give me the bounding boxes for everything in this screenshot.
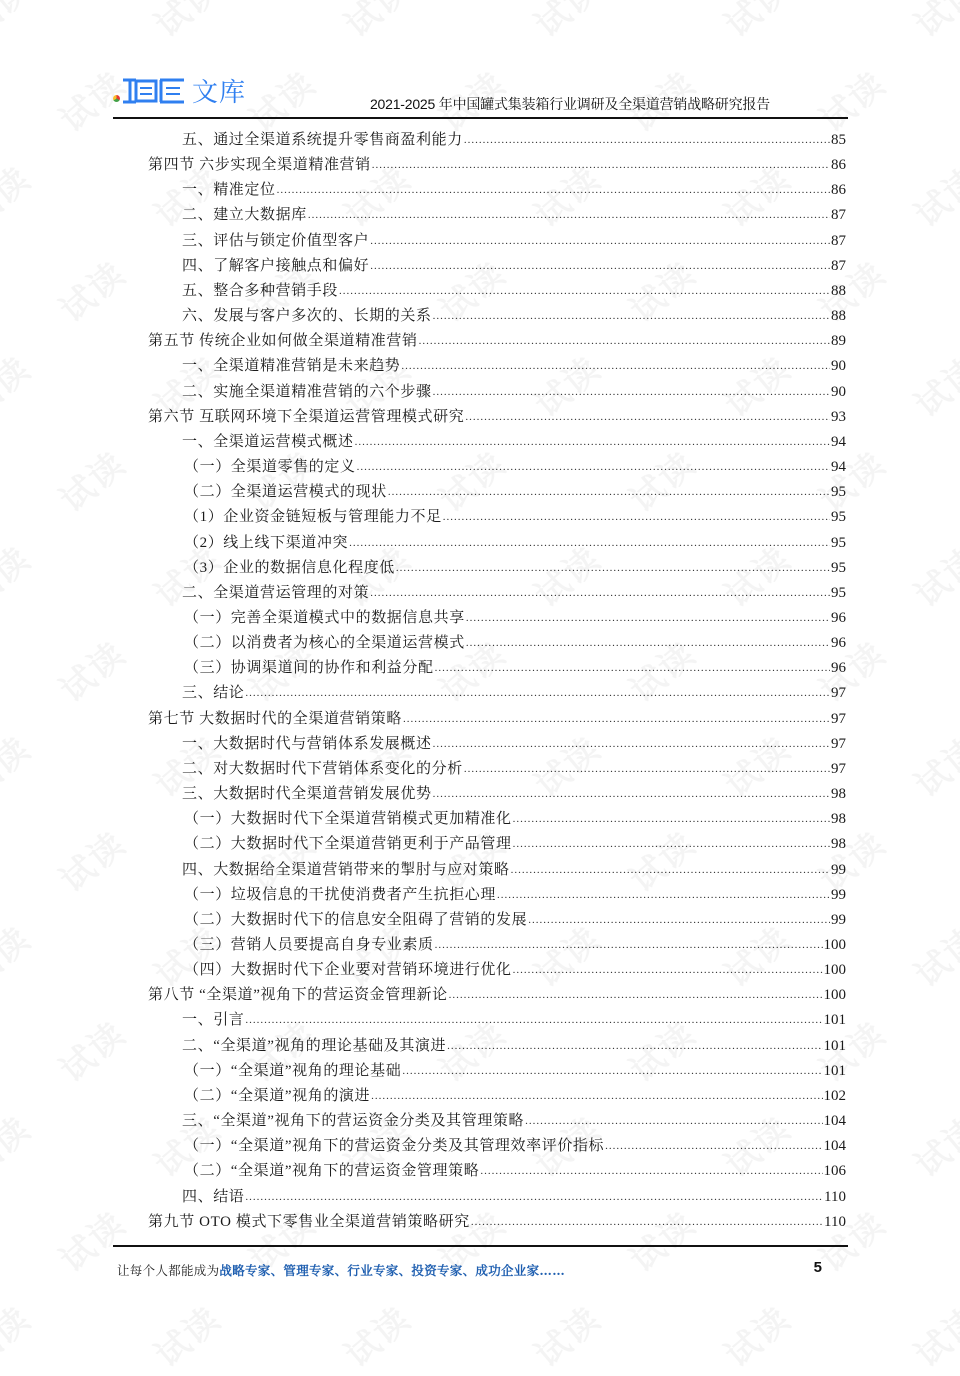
- toc-leader-dots: [471, 1210, 823, 1235]
- watermark-text: [48, 628, 135, 712]
- toc-entry[interactable]: [148, 908, 846, 933]
- toc-entry-page: 96: [831, 609, 846, 626]
- page-footer: [117, 1261, 822, 1281]
- watermark-text: [333, 1293, 420, 1376]
- toc-entry-page: 94: [831, 433, 846, 450]
- toc-entry-page: 95: [831, 509, 846, 526]
- toc-entry-page: 88: [831, 308, 846, 325]
- toc-leader-dots: [277, 178, 830, 203]
- watermark-text: [0, 913, 39, 997]
- toc-entry-title: （一）“全渠道”视角下的营运资金分类及其管理效率评价指标: [184, 1138, 605, 1155]
- footer-slogan-highlight: 战略专家、管理专家、行业专家、投资专家、成功企业家……: [219, 1263, 566, 1278]
- toc-entry[interactable]: [148, 1008, 846, 1033]
- toc-entry-title: （一）完善全渠道模式中的数据信息共享: [184, 609, 465, 626]
- toc-entry-page: 99: [831, 861, 846, 878]
- toc-entry[interactable]: [148, 581, 846, 606]
- toc-entry-page: 99: [831, 886, 846, 903]
- toc-entry-page: 98: [831, 811, 846, 828]
- watermark-text: [0, 1293, 39, 1376]
- toc-entry[interactable]: [148, 958, 846, 983]
- watermark-text: [48, 438, 135, 522]
- toc-leader-dots: [355, 430, 830, 455]
- toc-entry[interactable]: [148, 1210, 846, 1235]
- toc-leader-dots: [464, 128, 830, 153]
- toc-entry-page: 86: [831, 157, 846, 174]
- toc-entry[interactable]: [148, 707, 846, 732]
- toc-entry-title: 六、发展与客户多次的、长期的关系: [182, 308, 432, 325]
- toc-entry-title: 一、全渠道精准营销是未来趋势: [182, 358, 401, 375]
- toc-leader-dots: [372, 153, 830, 178]
- toc-leader-dots: [245, 1008, 822, 1033]
- toc-entry-title: 二、对大数据时代下营销体系变化的分析: [182, 760, 463, 777]
- toc-entry-page: 96: [831, 660, 846, 677]
- toc-entry-title: （二）大数据时代下的信息安全阻碍了营销的发展: [184, 911, 528, 928]
- toc-entry[interactable]: [148, 656, 846, 681]
- toc-entry-page: 102: [823, 1087, 846, 1104]
- toc-entry-page: 97: [831, 735, 846, 752]
- logo-text: 文库: [192, 78, 247, 108]
- toc-entry-page: 93: [831, 408, 846, 425]
- toc-entry-title: （二）以消费者为核心的全渠道运营模式: [184, 635, 465, 652]
- toc-leader-dots: [464, 757, 830, 782]
- toc-leader-dots: [370, 229, 830, 254]
- toc-leader-dots: [466, 631, 830, 656]
- toc-entry-title: （二）大数据时代下全渠道营销更利于产品管理: [184, 836, 512, 853]
- toc-entry[interactable]: [148, 153, 846, 178]
- toc-entry-page: 106: [823, 1163, 846, 1180]
- toc-entry[interactable]: [148, 531, 846, 556]
- toc-entry-page: 97: [831, 760, 846, 777]
- toc-leader-dots: [308, 203, 830, 228]
- toc-entry-title: 四、了解客户接触点和偏好: [182, 257, 370, 274]
- toc-leader-dots: [370, 581, 830, 606]
- watermark-text: [0, 343, 39, 427]
- toc-entry-page: 110: [824, 1188, 846, 1205]
- toc-entry-title: 四、结语: [182, 1188, 245, 1205]
- toc-entry-title: 三、评估与锁定价值型客户: [182, 232, 370, 249]
- toc-entry-title: 第四节 六步实现全渠道精准营销: [148, 157, 371, 174]
- toc-entry[interactable]: [148, 983, 846, 1008]
- toc-entry[interactable]: [148, 254, 846, 279]
- toc-entry-page: 104: [823, 1113, 846, 1130]
- toc-entry[interactable]: [148, 1059, 846, 1084]
- toc-entry-page: 87: [831, 207, 846, 224]
- toc-entry[interactable]: [148, 732, 846, 757]
- watermark-text: [143, 1293, 230, 1376]
- toc-entry[interactable]: [148, 858, 846, 883]
- toc-leader-dots: [419, 329, 830, 354]
- toc-leader-dots: [513, 807, 830, 832]
- toc-entry[interactable]: [148, 505, 846, 530]
- watermark-text: [48, 1008, 135, 1092]
- toc-leader-dots: [449, 983, 823, 1008]
- toc-entry[interactable]: [148, 279, 846, 304]
- footer-divider: [113, 1245, 848, 1247]
- toc-leader-dots: [480, 1159, 822, 1184]
- document-title: 2021-2025 年中国罐式集装箱行业调研及全渠道营销战略研究报告: [369, 96, 770, 112]
- toc-entry-page: 87: [831, 257, 846, 274]
- toc-entry-title: （三）营销人员要提高自身专业素质: [184, 937, 434, 953]
- page-header: [113, 68, 848, 118]
- toc-entry-title: （1）企业资金链短板与管理能力不足: [184, 509, 442, 526]
- toc-entry-page: 101: [823, 1037, 846, 1054]
- watermark-text: [333, 0, 420, 46]
- toc-entry-page: 95: [831, 559, 846, 576]
- toc-entry-title: （3）企业的数据信息化程度低: [184, 559, 395, 576]
- watermark-text: [48, 818, 135, 902]
- toc-entry-title: 第七节 大数据时代的全渠道营销策略: [148, 710, 402, 727]
- toc-entry-page: 90: [831, 383, 846, 400]
- toc-entry-page: 98: [831, 836, 846, 853]
- toc-entry[interactable]: [148, 380, 846, 405]
- toc-entry[interactable]: [148, 1185, 846, 1210]
- toc-leader-dots: [371, 1084, 822, 1109]
- toc-leader-dots: [511, 858, 830, 883]
- toc-entry-page: 86: [831, 182, 846, 199]
- toc-entry-title: 二、“全渠道”视角的理论基础及其演进: [182, 1037, 447, 1054]
- toc-leader-dots: [401, 354, 830, 379]
- toc-entry-page: 85: [831, 132, 846, 148]
- toc-entry-title: （2）线上线下渠道冲突: [184, 534, 349, 551]
- toc-entry-title: 五、通过全渠道系统提升零售商盈利能力: [182, 132, 463, 148]
- toc-leader-dots: [402, 1059, 822, 1084]
- logo-dot-icon: [113, 95, 120, 102]
- toc-leader-dots: [245, 681, 830, 706]
- watermark-text: [713, 0, 800, 46]
- toc-leader-dots: [433, 380, 830, 405]
- toc-entry[interactable]: [148, 430, 846, 455]
- toc-entry[interactable]: [148, 832, 846, 857]
- footer-slogan: [117, 1263, 565, 1278]
- toc-entry-title: 三、大数据时代全渠道营销发展优势: [182, 786, 432, 803]
- toc-leader-dots: [443, 505, 830, 530]
- toc-entry-title: 一、全渠道运营模式概述: [182, 433, 354, 450]
- watermark-text: [903, 343, 960, 427]
- toc-entry-page: 99: [831, 911, 846, 928]
- toc-entry[interactable]: [148, 1034, 846, 1059]
- toc-entry[interactable]: [148, 455, 846, 480]
- toc-entry-title: 一、精准定位: [182, 182, 276, 199]
- toc-entry-page: 101: [823, 1062, 846, 1079]
- toc-entry[interactable]: [148, 1084, 846, 1109]
- toc-entry-page: 104: [823, 1138, 846, 1155]
- toc-leader-dots: [513, 832, 830, 857]
- toc-entry-title: （二）“全渠道”视角下的营运资金管理策略: [184, 1163, 480, 1180]
- toc-entry[interactable]: [148, 203, 846, 228]
- toc-entry-page: 100: [823, 987, 846, 1004]
- toc-entry[interactable]: [148, 933, 846, 958]
- toc-entry[interactable]: [148, 681, 846, 706]
- toc-entry-page: 95: [831, 534, 846, 551]
- toc-entry-title: （一）“全渠道”视角的理论基础: [184, 1062, 402, 1079]
- toc-leader-dots: [465, 405, 830, 430]
- watermark-text: [143, 0, 230, 46]
- watermark-text: [523, 0, 610, 46]
- toc-entry-page: 100: [823, 962, 846, 979]
- toc-entry-title: 第八节 “全渠道”视角下的营运资金管理新论: [148, 987, 448, 1004]
- toc-entry[interactable]: [148, 128, 846, 153]
- toc-entry-title: 三、“全渠道”视角下的营运资金分类及其管理策略: [182, 1113, 525, 1130]
- toc-entry-title: 二、全渠道营运管理的对策: [182, 584, 370, 601]
- toc-entry-title: 二、建立大数据库: [182, 207, 307, 224]
- toc-leader-dots: [357, 455, 830, 480]
- toc-entry[interactable]: [148, 807, 846, 832]
- toc-entry-title: （三）协调渠道间的协作和利益分配: [184, 660, 434, 677]
- toc-entry-page: 110: [824, 1213, 846, 1230]
- watermark-text: [903, 1103, 960, 1187]
- toc-entry[interactable]: [148, 480, 846, 505]
- toc-leader-dots: [349, 531, 830, 556]
- toc-entry-title: 三、结论: [182, 685, 245, 702]
- toc-leader-dots: [447, 1034, 822, 1059]
- toc-entry-page: 88: [831, 282, 846, 299]
- watermark-text: [523, 1293, 610, 1376]
- toc-leader-dots: [388, 480, 830, 505]
- toc-entry-page: 87: [831, 232, 846, 249]
- toc-entry[interactable]: [148, 354, 846, 379]
- watermark-text: [0, 533, 39, 617]
- toc-leader-dots: [433, 304, 830, 329]
- toc-entry-title: （二）“全渠道”视角的演进: [184, 1087, 371, 1104]
- watermark-text: [903, 1293, 960, 1376]
- watermark-text: [0, 153, 39, 237]
- watermark-text: [903, 913, 960, 997]
- watermark-text: [903, 723, 960, 807]
- toc-leader-dots: [605, 1134, 822, 1159]
- toc-leader-dots: [513, 958, 823, 983]
- toc-entry-title: （一）垃圾信息的干扰使消费者产生抗拒心理: [184, 886, 497, 903]
- toc-entry-title: （二）全渠道运营模式的现状: [184, 484, 387, 501]
- toc-entry[interactable]: [148, 1159, 846, 1184]
- toc-entry[interactable]: [148, 757, 846, 782]
- toc-leader-dots: [497, 883, 830, 908]
- toc-entry-page: 97: [831, 685, 846, 702]
- toc-entry[interactable]: [148, 631, 846, 656]
- toc-entry-title: （四）大数据时代下企业要对营销环境进行优化: [184, 962, 512, 979]
- toc-entry[interactable]: [148, 178, 846, 203]
- watermark-text: [713, 1293, 800, 1376]
- toc-entry[interactable]: [148, 304, 846, 329]
- toc-entry-title: 第五节 传统企业如何做全渠道精准营销: [148, 333, 418, 350]
- toc-entry[interactable]: [148, 1109, 846, 1134]
- toc-leader-dots: [435, 656, 830, 681]
- brand-logo: [113, 72, 246, 109]
- toc-leader-dots: [396, 556, 830, 581]
- toc-leader-dots: [525, 1109, 822, 1134]
- toc-entry-page: 89: [831, 333, 846, 350]
- toc-entry-title: （一）全渠道零售的定义: [184, 459, 356, 476]
- footer-slogan-prefix: 让每个人都能成为: [117, 1263, 220, 1278]
- toc-entry-title: 一、引言: [182, 1012, 245, 1029]
- table-of-contents: [148, 128, 846, 1235]
- toc-leader-dots: [245, 1185, 823, 1210]
- toc-entry-title: 第六节 互联网环境下全渠道运营管理模式研究: [148, 408, 465, 425]
- header-divider: [113, 117, 848, 119]
- toc-entry-page: 96: [831, 635, 846, 652]
- toc-entry[interactable]: [148, 1134, 846, 1159]
- watermark-text: [0, 723, 39, 807]
- watermark-text: [0, 0, 39, 46]
- toc-leader-dots: [435, 933, 823, 958]
- toc-leader-dots: [370, 254, 830, 279]
- toc-entry-page: 101: [823, 1012, 846, 1029]
- toc-leader-dots: [339, 279, 830, 304]
- toc-entry[interactable]: [148, 229, 846, 254]
- toc-leader-dots: [466, 606, 830, 631]
- watermark-text: [903, 153, 960, 237]
- toc-entry-page: 100: [823, 937, 846, 953]
- toc-leader-dots: [528, 908, 830, 933]
- watermark-text: [903, 0, 960, 46]
- toc-entry-page: 94: [831, 459, 846, 476]
- toc-entry[interactable]: [148, 606, 846, 631]
- toc-entry-page: 98: [831, 786, 846, 803]
- toc-entry-title: 一、大数据时代与营销体系发展概述: [182, 735, 432, 752]
- watermark-text: [0, 1103, 39, 1187]
- toc-entry-title: 二、实施全渠道精准营销的六个步骤: [182, 383, 432, 400]
- toc-entry-title: 第九节 OTO 模式下零售业全渠道营销策略研究: [148, 1213, 470, 1230]
- toc-entry[interactable]: [148, 556, 846, 581]
- toc-leader-dots: [403, 707, 830, 732]
- toc-leader-dots: [433, 732, 830, 757]
- toc-entry-title: 五、整合多种营销手段: [182, 282, 339, 299]
- toc-entry-page: 95: [831, 584, 846, 601]
- toc-entry-title: 四、大数据给全渠道营销带来的掣肘与应对策略: [182, 861, 510, 878]
- watermark-text: [903, 533, 960, 617]
- toc-entry[interactable]: [148, 405, 846, 430]
- toc-entry[interactable]: [148, 883, 846, 908]
- logo-mark-icon: [122, 78, 186, 104]
- toc-entry-page: 95: [831, 484, 846, 501]
- toc-entry-page: 97: [831, 710, 846, 727]
- toc-entry-title: （一）大数据时代下全渠道营销模式更加精准化: [184, 811, 512, 828]
- watermark-text: [48, 248, 135, 332]
- toc-entry-page: 90: [831, 358, 846, 375]
- page-number: 5: [813, 1259, 822, 1276]
- toc-leader-dots: [433, 782, 830, 807]
- toc-entry[interactable]: [148, 782, 846, 807]
- toc-entry[interactable]: [148, 329, 846, 354]
